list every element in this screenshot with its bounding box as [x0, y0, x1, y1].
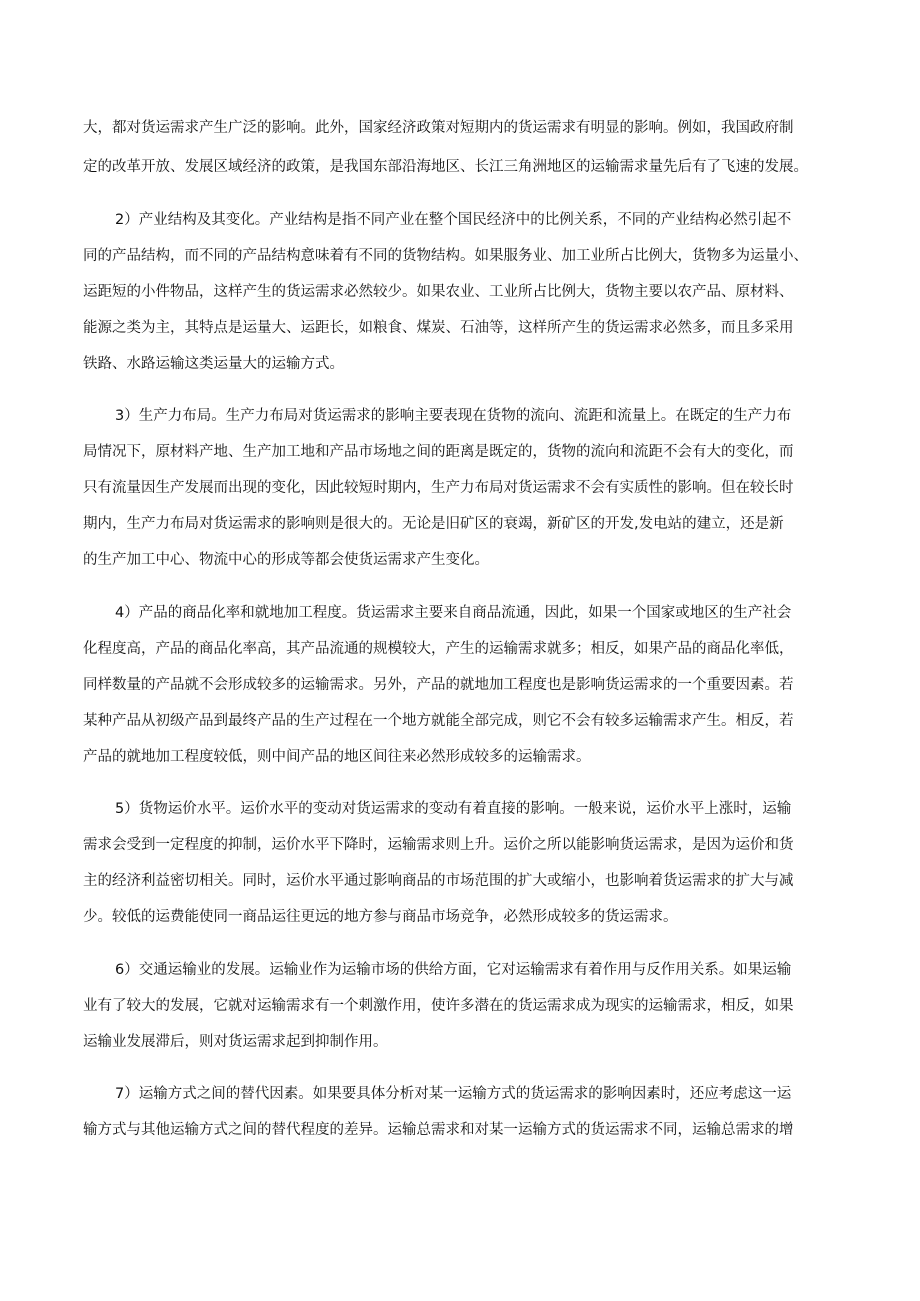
text-line: 能源之类为主，其特点是运量大、运距长，如粮食、煤炭、石油等，这样所产生的货运需求必然多，而且多采用: [83, 320, 794, 336]
text-line: 定的改革开放、发展区域经济的政策，是我国东部沿海地区、长江三角洲地区的运输需求量先后有了飞速的发展。: [83, 159, 808, 175]
text-line: 铁路、水路运输这类运量大的运输方式。: [83, 356, 344, 372]
text-line: 4）产品的商品化率和就地加工程度。货运需求主要来自商品流通，因此，如果一个国家或地区的生产社会: [115, 605, 792, 621]
text-line: 局情况下，原材料产地、生产加工地和产品市场地之间的距离是既定的，货物的流向和流距不会有大的变化，而: [83, 444, 794, 460]
text-line: 同样数量的产品就不会形成较多的运输需求。另外，产品的就地加工程度也是影响货运需求的一个重要因素。若: [83, 677, 794, 693]
text-line: 5）货物运价水平。运价水平的变动对货运需求的变动有着直接的影响。一般来说，运价水平上涨时，运输: [115, 801, 792, 817]
text-line: 运输业发展滞后，则对货运需求起到抑制作用。: [83, 1034, 388, 1050]
text-line: 同的产品结构，而不同的产品结构意味着有不同的货物结构。如果服务业、加工业所占比例大，货物多为运量小、: [83, 248, 808, 264]
text-line: 运距短的小件物品，这样产生的货运需求必然较少。如果农业、工业所占比例大，货物主要以农产品、原材料、: [83, 284, 794, 300]
text-line: 大，都对货运需求产生广泛的影响。此外，国家经济政策对短期内的货运需求有明显的影响。例如，我国政府制: [83, 120, 794, 136]
text-line: 2）产业结构及其变化。产业结构是指不同产业在整个国民经济中的比例关系，不同的产业结构必然引起不: [115, 212, 792, 228]
text-line: 化程度高，产品的商品化率高，其产品流通的规模较大，产生的运输需求就多；相反，如果产品的商品化率低，: [83, 641, 794, 657]
text-line: 6）交通运输业的发展。运输业作为运输市场的供给方面，它对运输需求有着作用与反作用关系。如果运输: [115, 962, 792, 978]
text-line: 产品的就地加工程度较低，则中间产品的地区间往来必然形成较多的运输需求。: [83, 749, 591, 765]
text-line: 输方式与其他运输方式之间的替代程度的差异。运输总需求和对某一运输方式的货运需求不同，运输总需求的增: [83, 1122, 794, 1138]
text-line: 7）运输方式之间的替代因素。如果要具体分析对某一运输方式的货运需求的影响因素时，还应考虑这一运: [115, 1086, 792, 1102]
text-line: 期内，生产力布局对货运需求的影响则是很大的。无论是旧矿区的衰竭，新矿区的开发,发电站的建立，还是新: [83, 516, 784, 532]
text-line: 需求会受到一定程度的抑制，运价水平下降时，运输需求则上升。运价之所以能影响货运需求，是因为运价和货: [83, 837, 794, 853]
text-line: 某种产品从初级产品到最终产品的生产过程在一个地方就能全部完成，则它不会有较多运输需求产生。相反，若: [83, 713, 794, 729]
text-line: 业有了较大的发展，它就对运输需求有一个刺激作用，使许多潜在的货运需求成为现实的运输需求，相反，如果: [83, 998, 794, 1014]
text-line: 少。较低的运费能使同一商品运往更远的地方参与商品市场竞争，必然形成较多的货运需求。: [83, 909, 678, 925]
text-line: 只有流量因生产发展而出现的变化，因此较短时期内，生产力布局对货运需求不会有实质性的影响。但在较长时: [83, 480, 794, 496]
text-line: 主的经济利益密切相关。同时，运价水平通过影响商品的市场范围的扩大或缩小，也影响着货运需求的扩大与减: [83, 873, 794, 889]
text-line: 的生产加工中心、物流中心的形成等都会使货运需求产生变化。: [83, 552, 489, 568]
text-line: 3）生产力布局。生产力布局对货运需求的影响主要表现在货物的流向、流距和流量上。在既定的生产力布: [115, 408, 792, 424]
